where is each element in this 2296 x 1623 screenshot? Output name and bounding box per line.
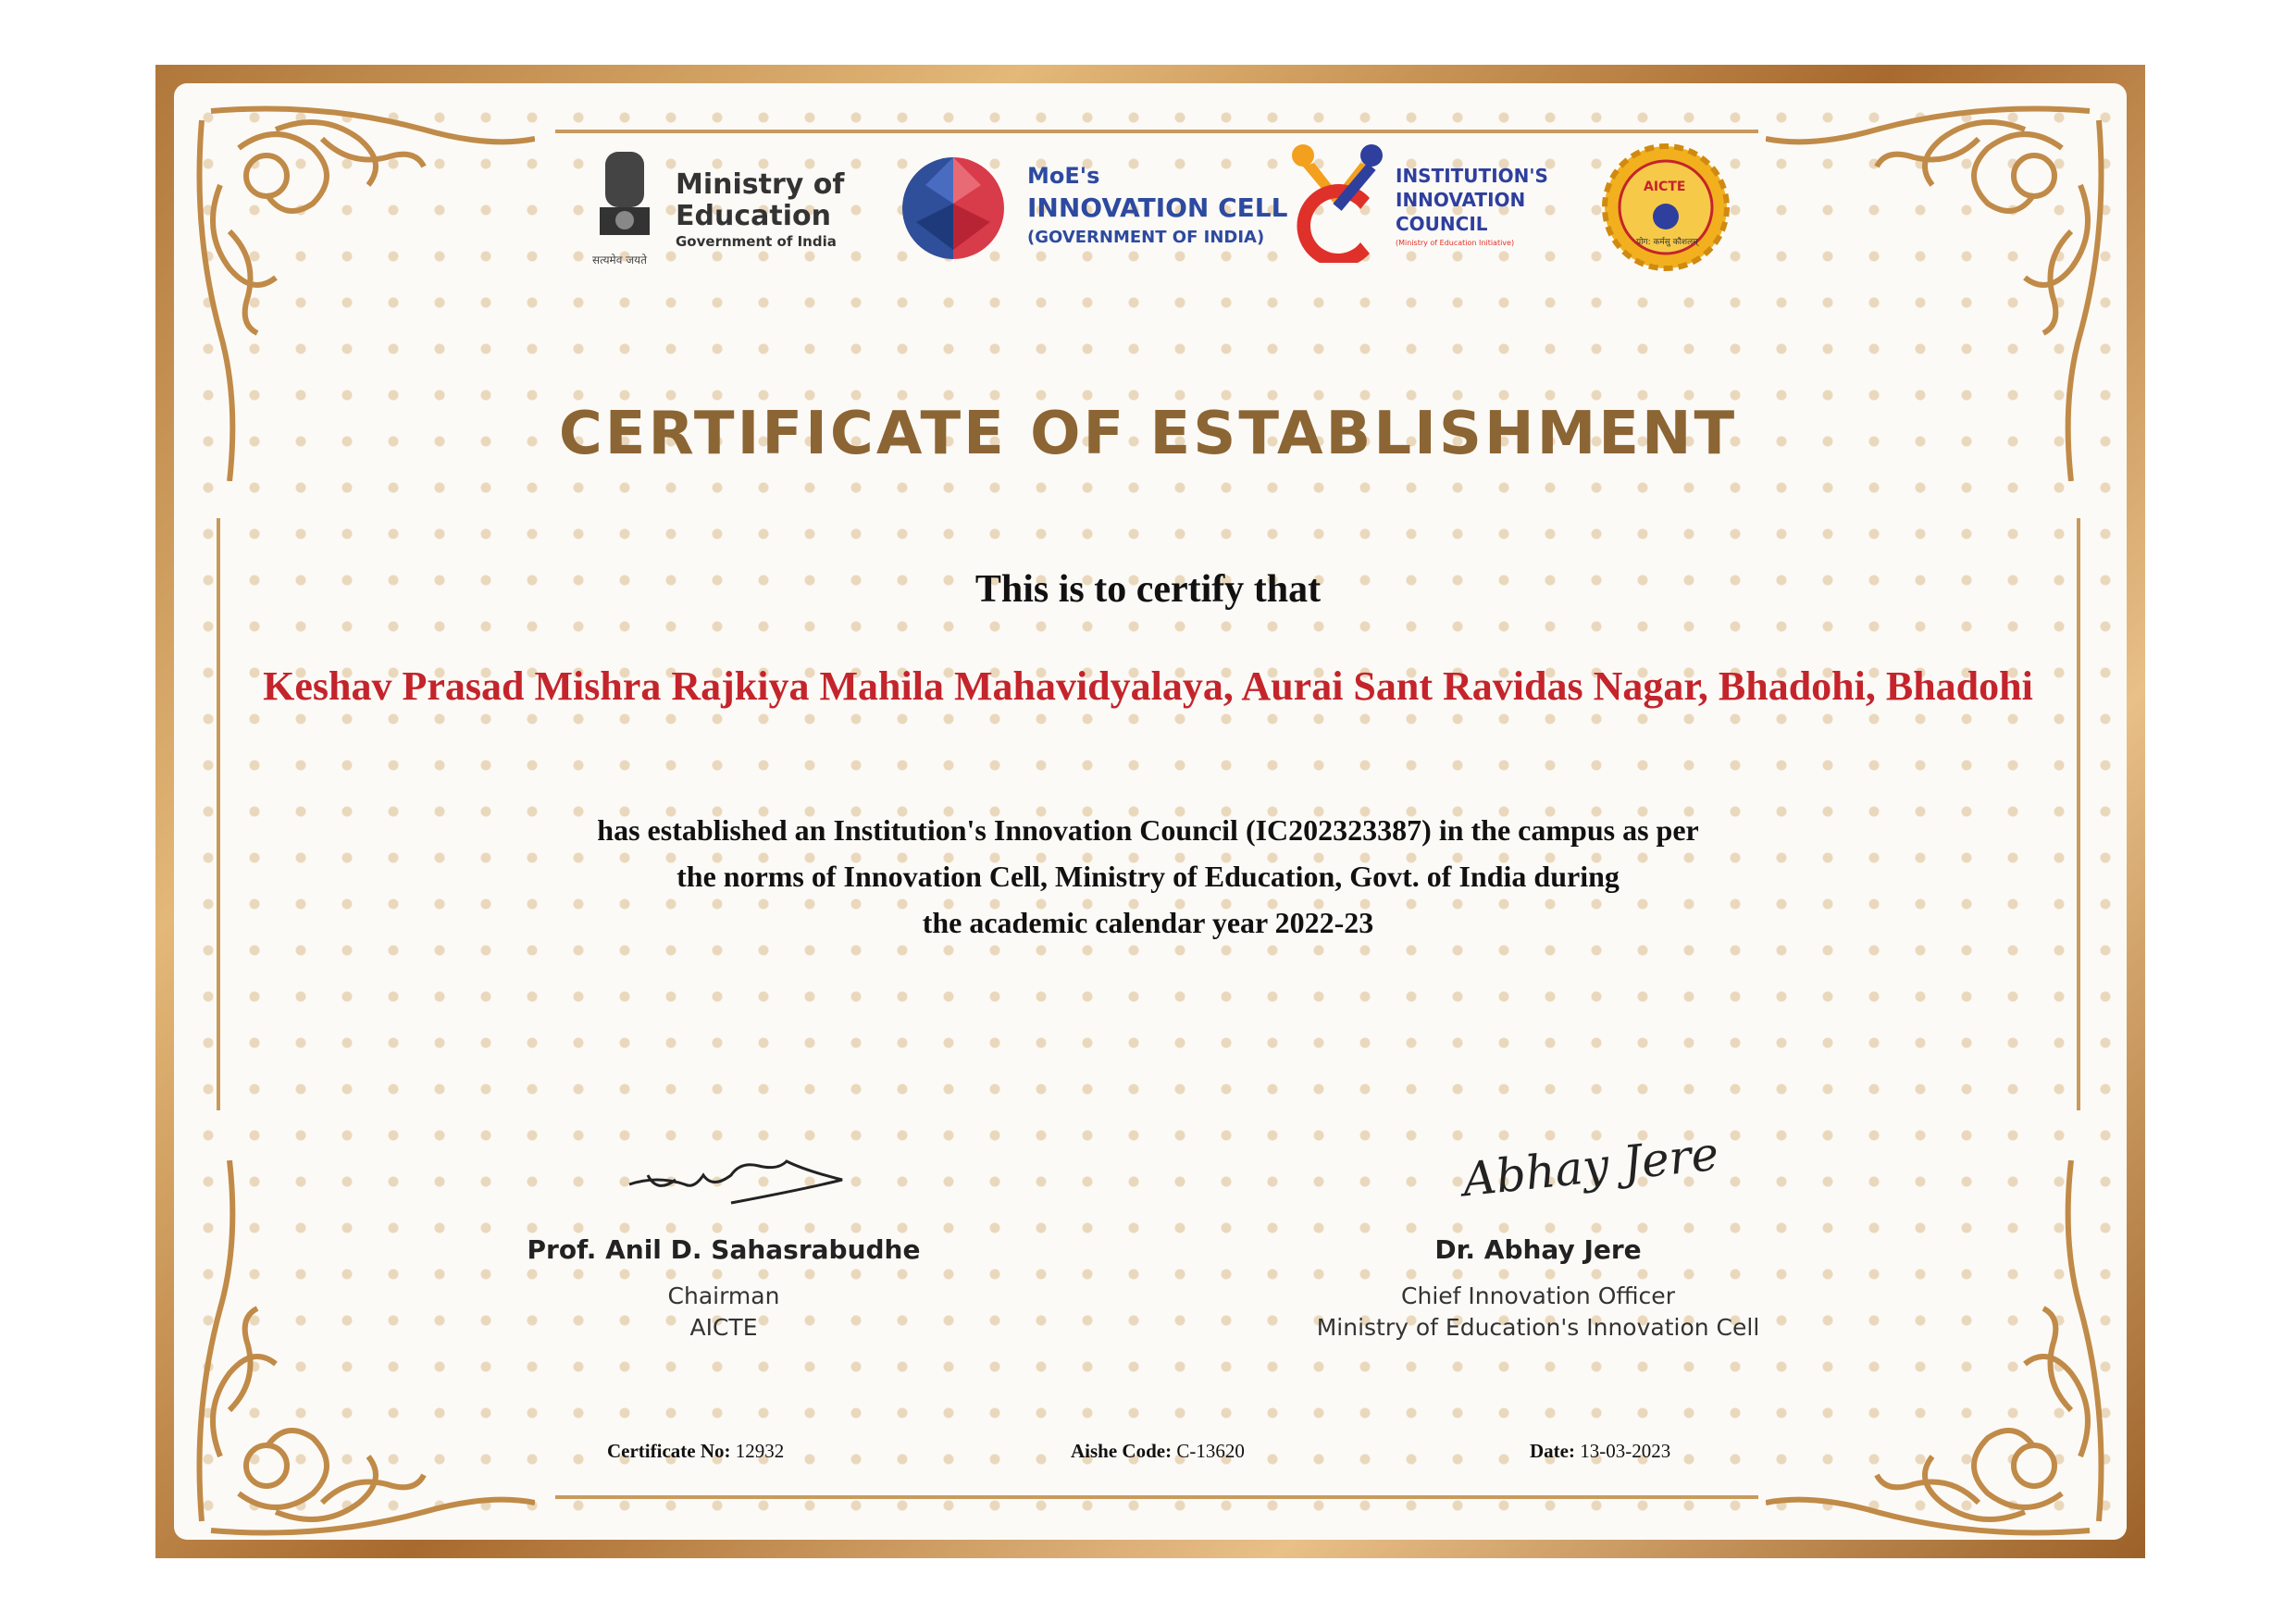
signature-jere: Abhay Jere	[1459, 1126, 1721, 1208]
innovation-line1: MoE's	[1027, 163, 1100, 189]
signatory-1-name: Prof. Anil D. Sahasrabudhe	[527, 1234, 921, 1265]
aicte-logo	[1601, 139, 1731, 287]
logo-strip	[592, 139, 1740, 287]
moe-line2: Education	[676, 200, 831, 232]
aishe-code-label: Aishe Code:	[1071, 1440, 1173, 1462]
iic-line4: (Ministry of Education Initiative)	[1396, 239, 1515, 247]
top-divider	[555, 130, 1758, 133]
body-line-2: the norms of Innovation Cell, Ministry of Education, Govt. of India during	[676, 860, 1620, 893]
aishe-code	[1071, 1440, 1245, 1463]
signature-sahasrabudhe	[620, 1147, 861, 1221]
bottom-left-ornament	[183, 1160, 535, 1549]
body-line-1: has established an Institution's Innovation Council (IC202323387) in the campus as per	[597, 813, 1699, 847]
iic-line2: INNOVATION	[1396, 189, 1526, 211]
signatory-1-role-line1: Chairman	[667, 1282, 780, 1309]
innovation-cell-logo	[888, 139, 1288, 287]
issue-date-value: 13-03-2023	[1580, 1440, 1671, 1462]
signatory-1-role-line2: AICTE	[689, 1314, 758, 1341]
certificate-title: CERTIFICATE OF ESTABLISHMENT	[558, 400, 1738, 468]
brain-gear-icon	[888, 148, 1018, 268]
bottom-right-ornament	[1766, 1160, 2117, 1549]
moe-line3: Government of India	[676, 233, 837, 250]
body-line-3: the academic calendar year 2022-23	[922, 906, 1374, 939]
issue-date	[1530, 1440, 1670, 1463]
innovation-line3: (GOVERNMENT OF INDIA)	[1027, 228, 1265, 247]
certify-text: This is to certify that	[974, 568, 1322, 611]
signatory-2-name: Dr. Abhay Jere	[1434, 1234, 1642, 1265]
signatory-2-role-line2: Ministry of Education's Innovation Cell	[1316, 1314, 1760, 1341]
certificate-number-label: Certificate No:	[607, 1440, 731, 1462]
aicte-motto: योग: कर्मसु कौशलम्	[1636, 238, 1698, 247]
certificate-body	[0, 807, 2296, 946]
certificate-number-value: 12932	[735, 1440, 785, 1462]
iic-logo	[1286, 139, 1573, 287]
issue-date-label: Date:	[1530, 1440, 1575, 1462]
certificate-number	[607, 1440, 784, 1463]
signatory-1-role	[400, 1281, 1048, 1344]
bottom-divider	[555, 1495, 1758, 1499]
aishe-code-value: C-13620	[1176, 1440, 1245, 1462]
iic-line3: COUNCIL	[1396, 213, 1488, 235]
moe-line1: Ministry of	[676, 168, 845, 201]
signatory-2-role-line1: Chief Innovation Officer	[1401, 1282, 1675, 1309]
aicte-seal-icon	[1601, 142, 1731, 272]
iic-figure-icon	[1286, 142, 1388, 263]
moe-logo	[592, 139, 851, 287]
emblem-motto: सत्यमेव जयते	[592, 254, 647, 266]
innovation-line2: INNOVATION CELL	[1027, 192, 1288, 223]
iic-line1: INSTITUTION'S	[1396, 165, 1548, 187]
institution-name: Keshav Prasad Mishra Rajkiya Mahila Mahavidyalaya, Aurai Sant Ravidas Nagar, Bhadohi, Bhadohi	[263, 663, 2033, 709]
aicte-label: AICTE	[1644, 180, 1686, 194]
signatory-2-role	[1214, 1281, 1862, 1344]
